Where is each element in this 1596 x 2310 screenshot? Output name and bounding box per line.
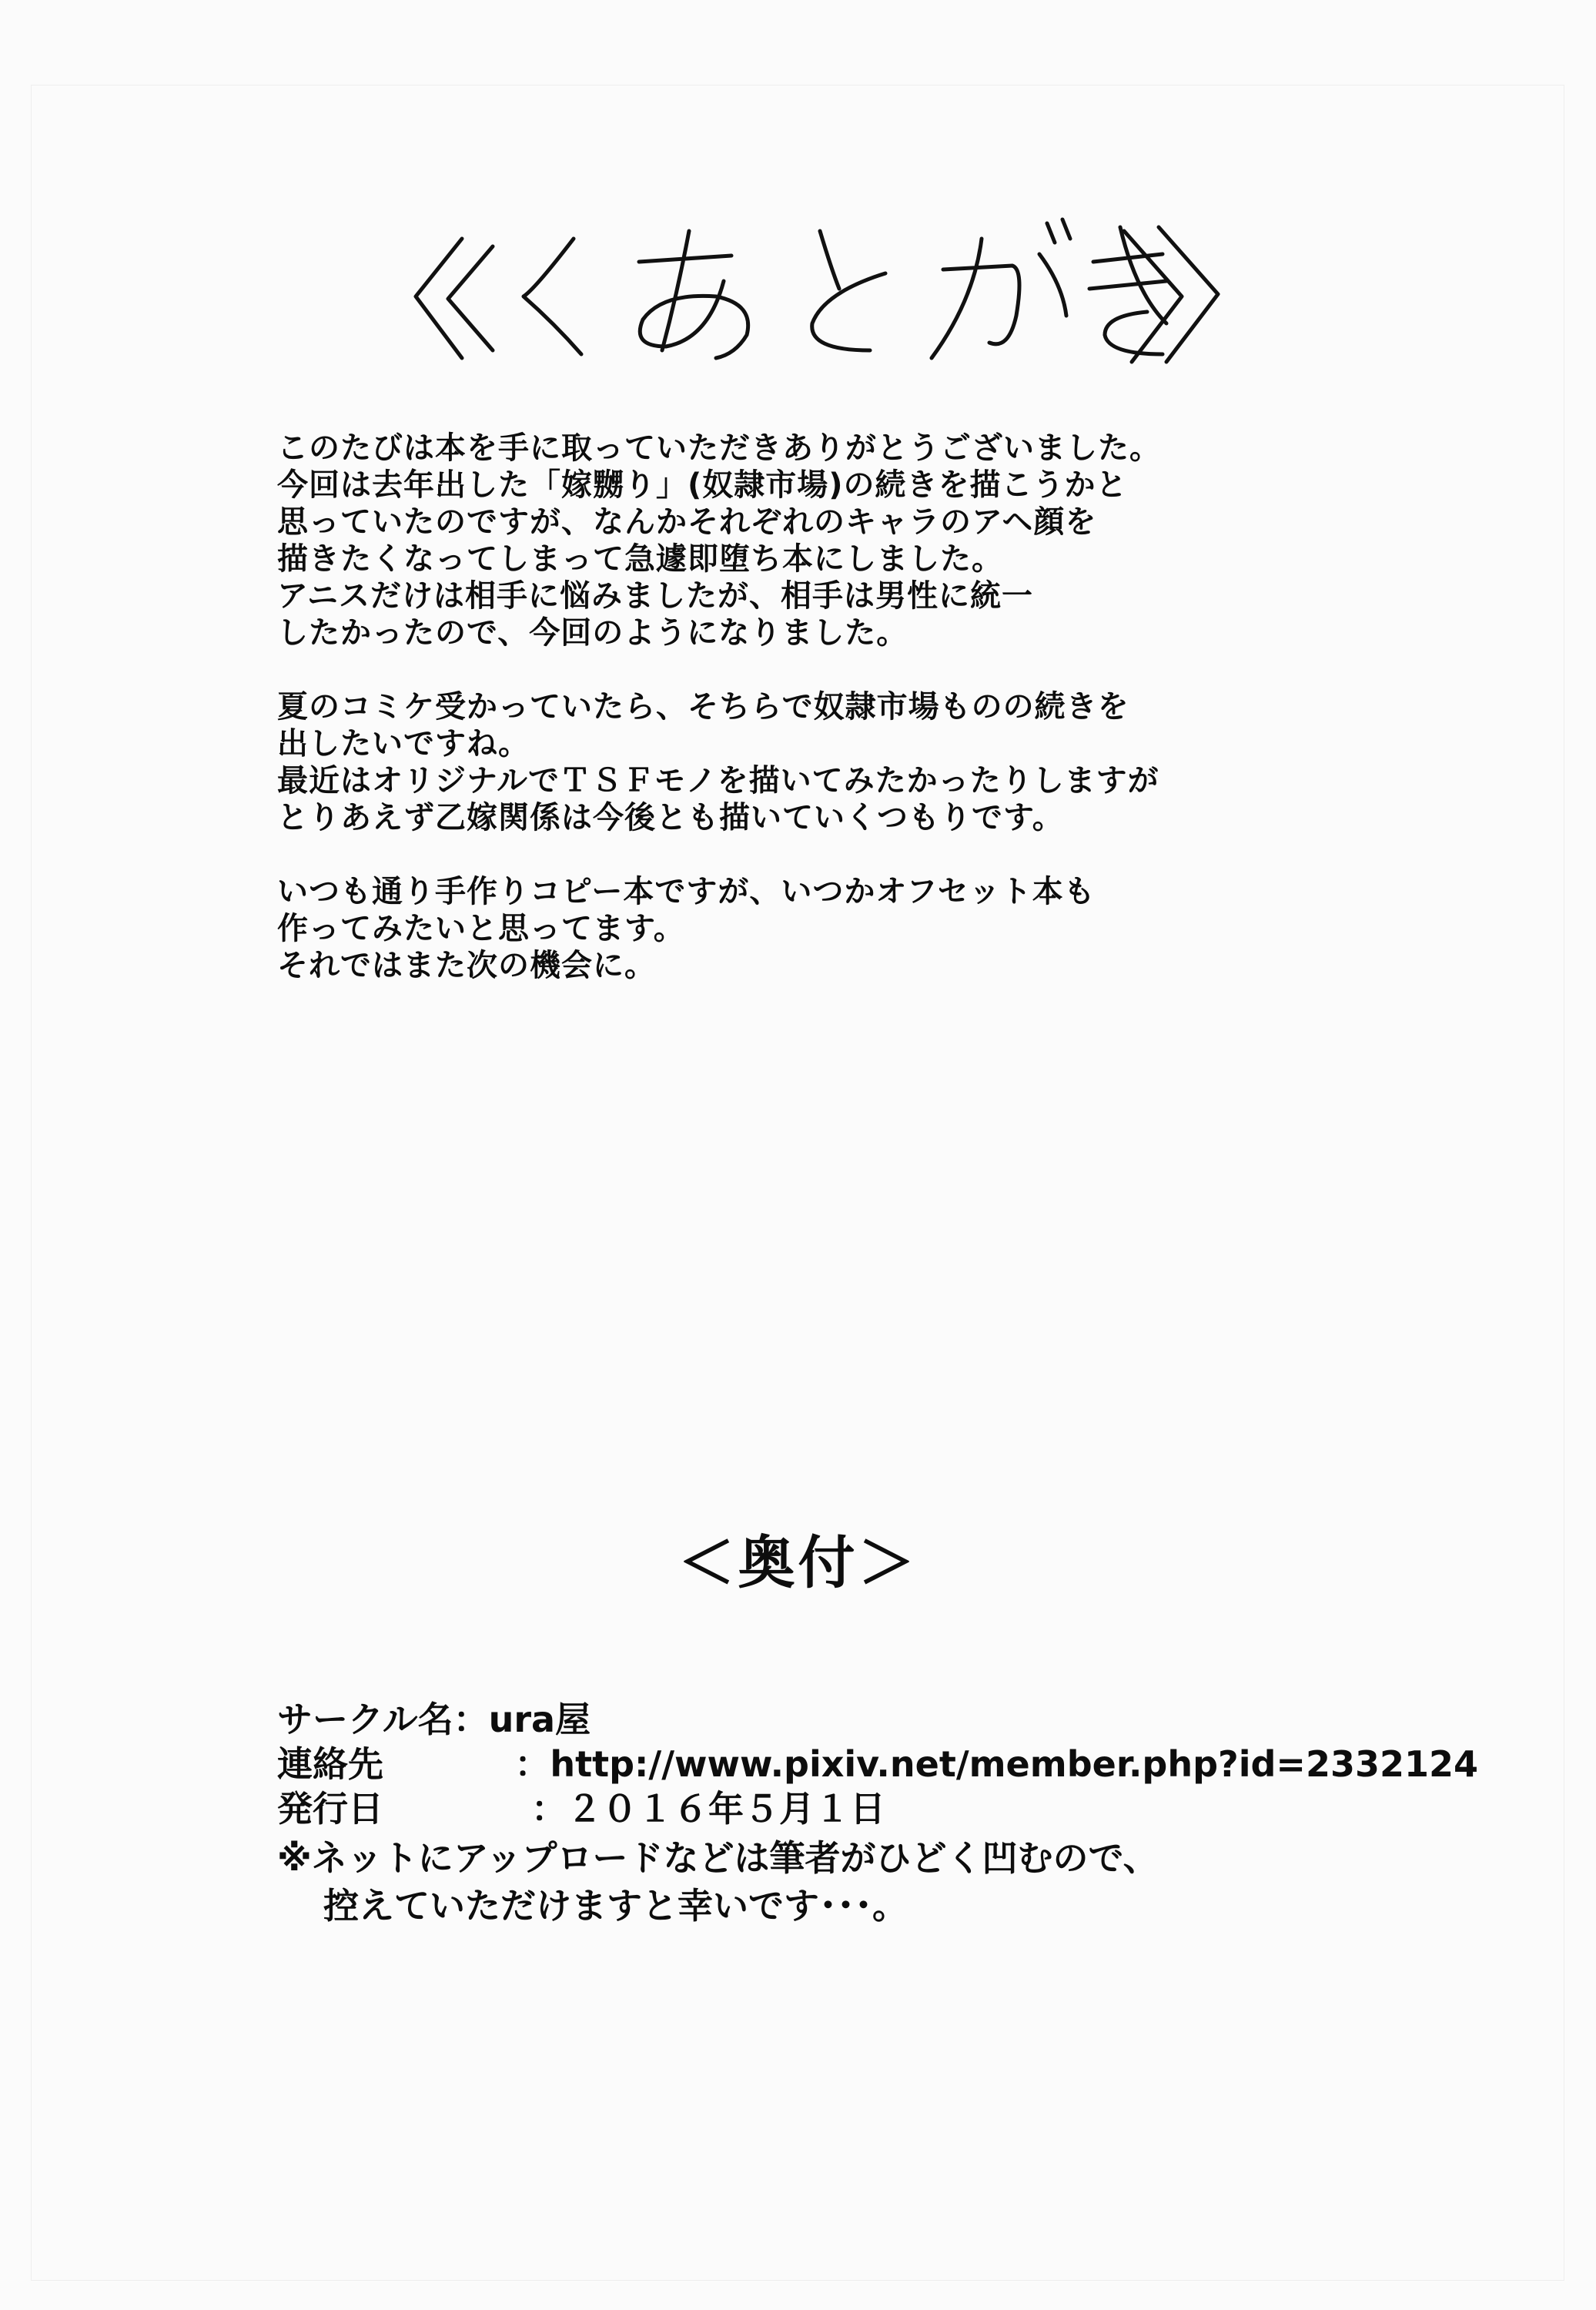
publish-date-label: 発行日 <box>277 1788 383 1830</box>
title-char-ku <box>524 239 581 354</box>
colophon-row-contact <box>277 1743 1478 1787</box>
title-char-a <box>639 231 748 358</box>
upload-notice-line: 控えていただけますと幸いです･･･。 <box>323 1885 908 1927</box>
afterword-line: このたびは本を手に取っていただきありがとうございました。 <box>277 430 1161 466</box>
title-char-to <box>812 231 885 350</box>
upload-notice-line: ※ネットにアップロードなどは筆者がひどく凹むので、 <box>277 1837 1159 1879</box>
colophon-heading: ＜奥付＞ <box>678 1530 918 1596</box>
afterword-line: 思っていたのですが、なんかそれぞれのキャラのアヘ顔を <box>277 504 1097 540</box>
contact-url: ：http://www.pixiv.net/member.php?id=2332124 <box>514 1743 1478 1785</box>
afterword-line: 今回は去年出した「嫁嬲り」(奴隷市場)の続きを描こうかと <box>277 467 1128 503</box>
afterword-line: いつも通り手作りコピー本ですが、いつかオフセット本も <box>277 874 1096 909</box>
afterword-line: 描きたくなってしまって急遽即堕ち本にしました。 <box>277 541 1003 577</box>
afterword-line: したかったので、今回のようになりました。 <box>277 615 908 651</box>
circle-name-label: サークル名 <box>277 1699 453 1740</box>
circle-name-value: ：ura屋 <box>453 1699 591 1740</box>
afterword-line: 最近はオリジナルでＴＳＦモノを描いてみたかったりしますが <box>277 763 1159 798</box>
afterword-line: とりあえず乙嫁関係は今後とも描いていくつもりです。 <box>277 800 1064 835</box>
afterword-line: 作ってみたいと思ってます。 <box>277 911 685 946</box>
afterword-line: 夏のコミケ受かっていたら、そちらで奴隷市場ものの続きを <box>277 689 1129 725</box>
colophon-row-circle <box>277 1698 1478 1743</box>
title-right-bracket-outer <box>1159 227 1218 362</box>
afterword-line: 出したいですね。 <box>277 726 530 762</box>
title-char-ga <box>932 219 1070 358</box>
afterword-title-handwritten <box>408 208 1224 370</box>
title-left-bracket-inner <box>448 246 493 350</box>
title-right-bracket-inner <box>1124 231 1182 362</box>
afterword-body <box>277 430 1463 984</box>
colophon-block <box>277 1698 1478 1927</box>
title-char-ki <box>1089 227 1166 354</box>
contact-label: 連絡先 <box>277 1743 383 1785</box>
colophon-row-date <box>277 1787 1478 1832</box>
page-scan-border <box>31 85 1564 2281</box>
title-left-bracket-outer <box>416 239 462 358</box>
publish-date-value: ：２０１６年５月１日 <box>531 1788 885 1830</box>
afterword-line: それではまた次の機会に。 <box>277 948 656 983</box>
afterword-line: アニスだけは相手に悩みましたが、相手は男性に統一 <box>277 578 1033 614</box>
